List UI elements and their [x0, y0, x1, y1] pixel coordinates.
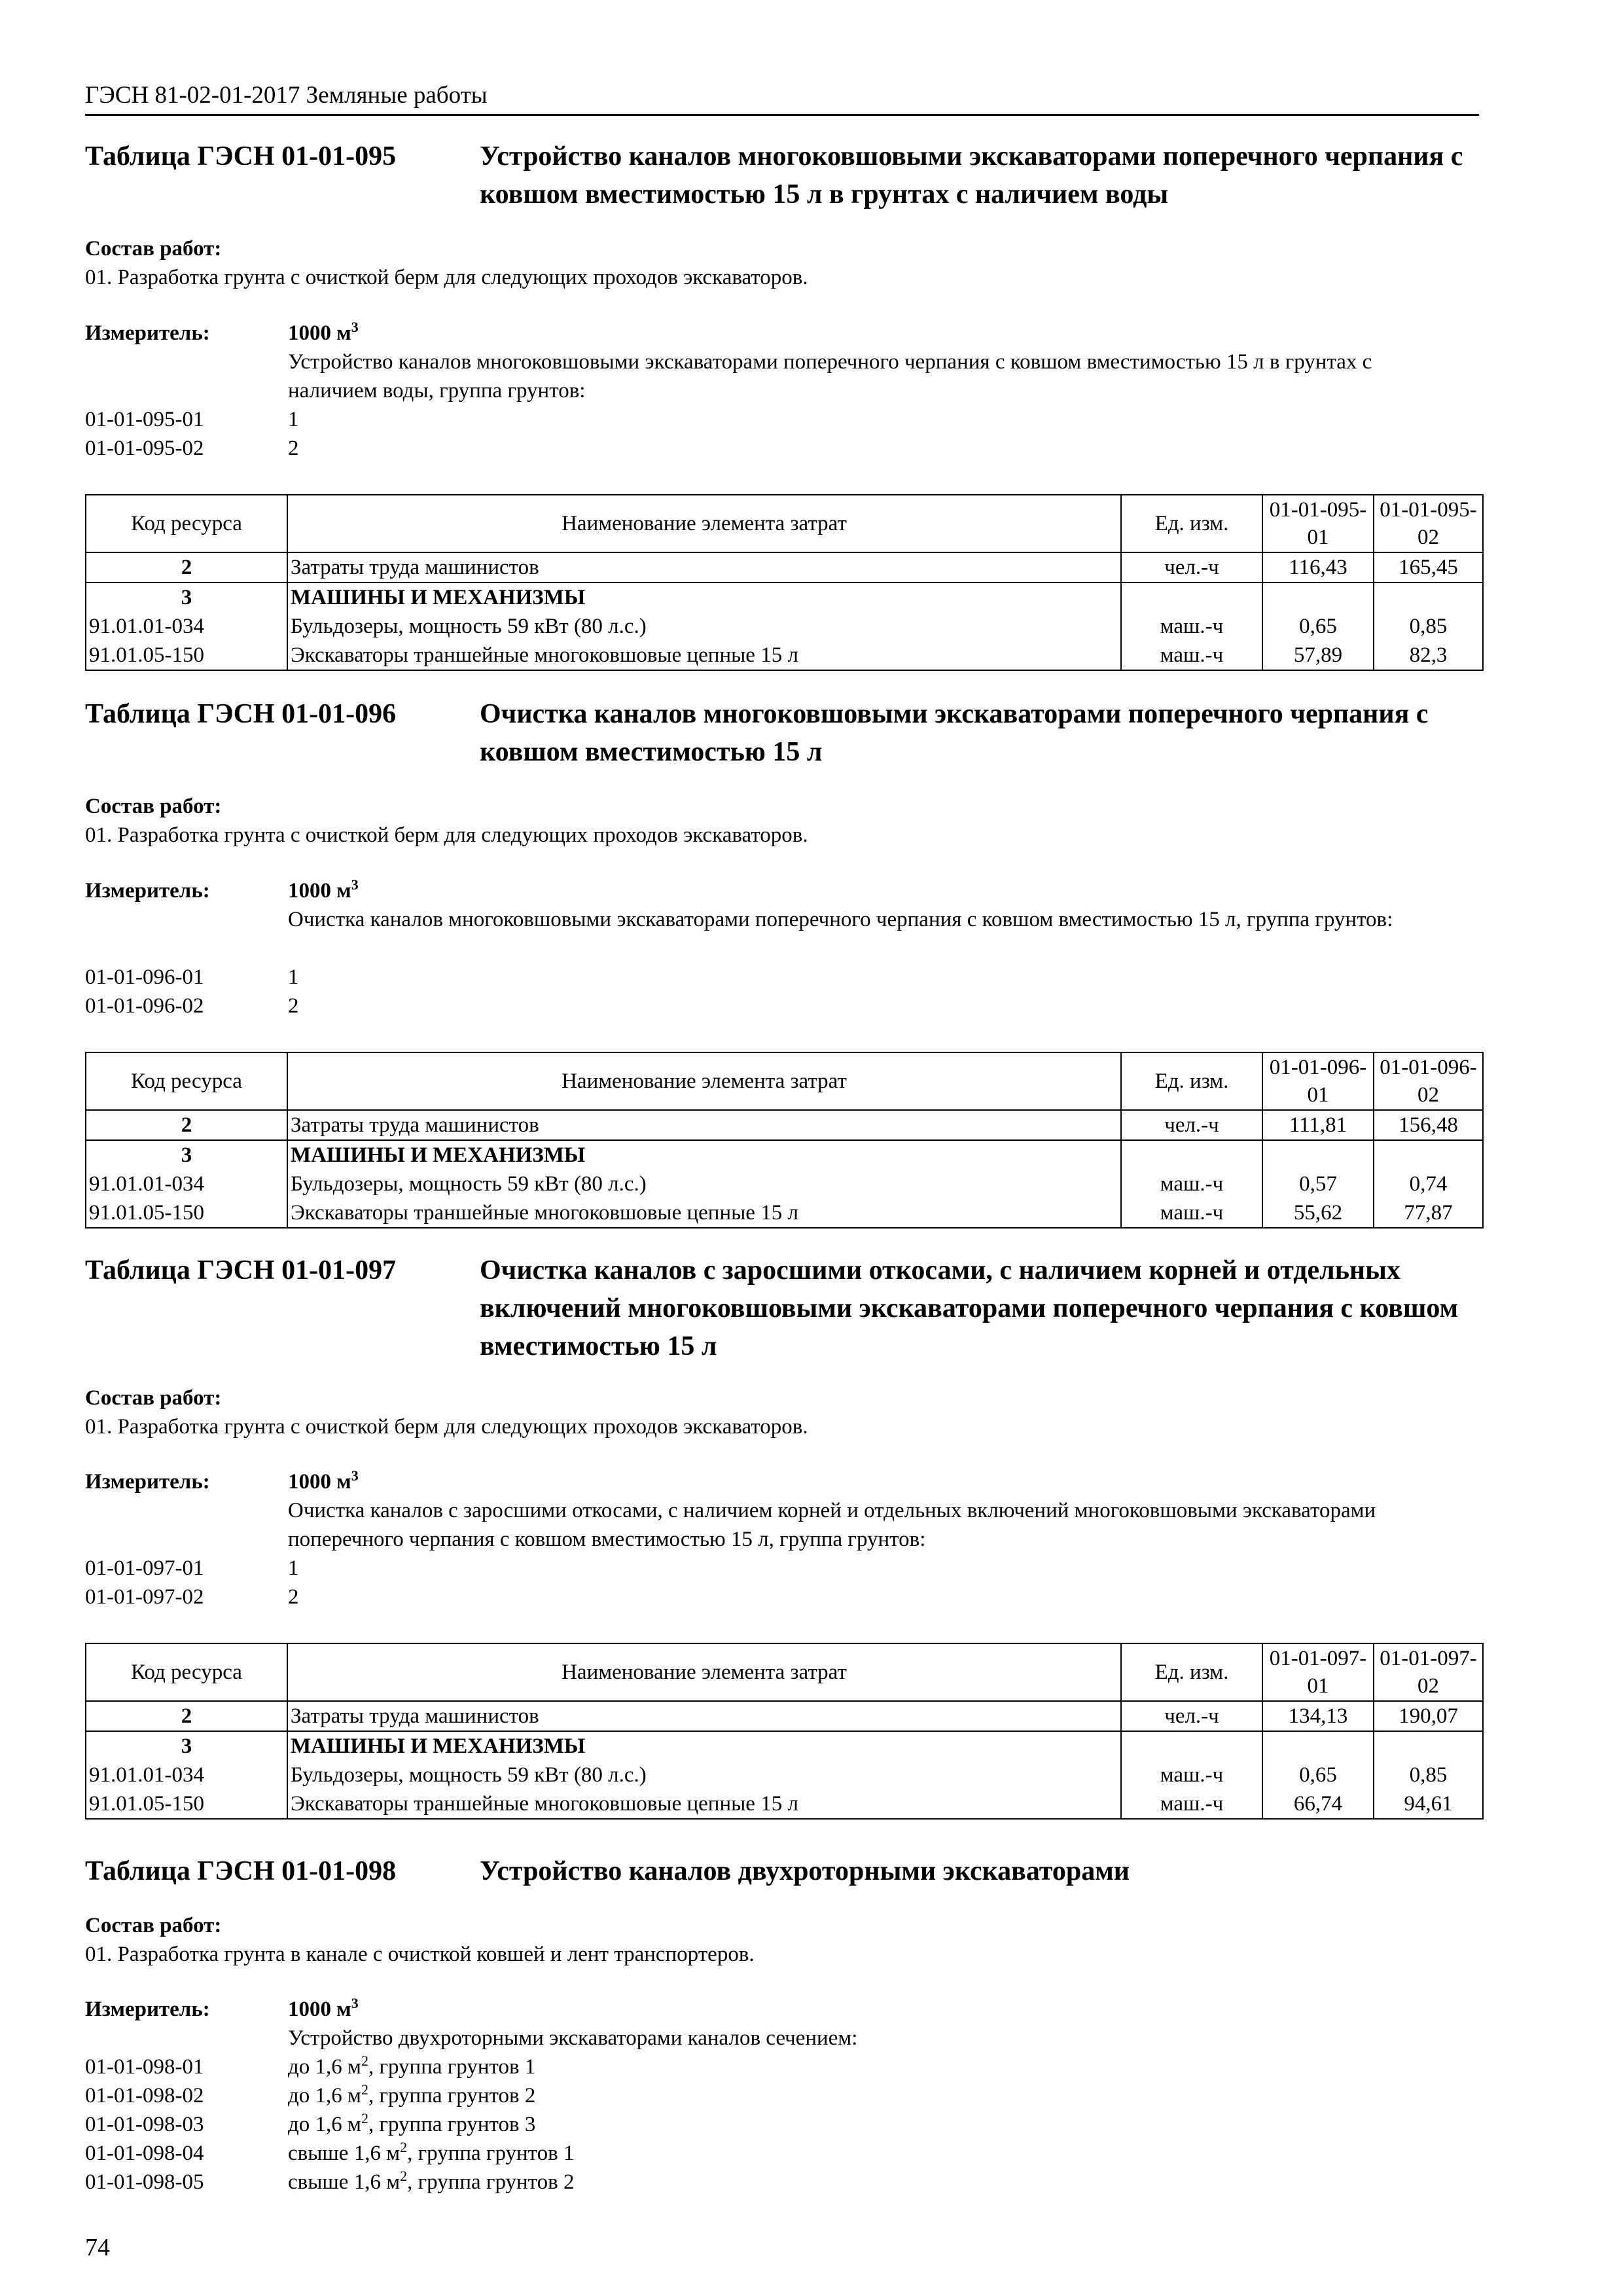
measure-description: Очистка каналов многоковшовыми экскаваторами поперечного черпания с ковшом вместимостью 15 л, группа грунтов:	[288, 908, 1393, 931]
resource-table	[85, 494, 1484, 671]
cell-code: 91.01.05-150	[86, 1789, 287, 1819]
table-label: Таблица ГЭСН 01-01-097	[85, 1255, 397, 1285]
resource-table	[85, 1052, 1484, 1229]
cell-value-2: 0,85	[1374, 612, 1483, 641]
code-row: 01-01-098-05 свыше 1,6 $м^2$, группа грунтов 2	[85, 2168, 575, 2194]
cell-unit	[1121, 583, 1262, 612]
cell-value-1: 0,65	[1262, 1761, 1374, 1789]
cell-value-2	[1374, 583, 1483, 612]
header-code: Код ресурса	[86, 1643, 287, 1701]
cell-unit: маш.-ч	[1121, 641, 1262, 670]
cell-code: 91.01.05-150	[86, 1198, 287, 1228]
cell-value-1: 0,65	[1262, 612, 1374, 641]
cell-value-1: 57,89	[1262, 641, 1374, 670]
cell-name: Затраты труда машинистов	[287, 1701, 1121, 1731]
measure-description: Устройство двухроторными экскаваторами каналов сечением:	[288, 2026, 858, 2050]
composition-label: Состав работ:	[85, 1386, 222, 1410]
cell-value-1: 111,81	[1262, 1110, 1374, 1140]
cell-unit	[1121, 1731, 1262, 1761]
cell-unit: чел.-ч	[1121, 1701, 1262, 1731]
table-row	[86, 1761, 1483, 1789]
header-name: Наименование элемента затрат	[287, 495, 1121, 552]
cell-code: 91.01.01-034	[86, 612, 287, 641]
measure-description: Устройство каналов многоковшовыми экскаваторами поперечного черпания с ковшом вместимостью 15 л в грунтах с наличием воды, группа грунтов:	[288, 350, 1372, 403]
cell-unit	[1121, 1140, 1262, 1170]
code-row: 01-01-098-02 до 1,6 $м^2$, группа грунтов 2	[85, 2081, 536, 2108]
header-unit: Ед. изм.	[1121, 1643, 1262, 1701]
cell-name: Бульдозеры, мощность 59 кВт (80 л.с.)	[287, 612, 1121, 641]
measure-label: Измеритель:	[85, 1998, 210, 2021]
cell-value-2: 94,61	[1374, 1789, 1483, 1819]
section-title: Устройство каналов двухроторными экскаваторами	[480, 1856, 1130, 1886]
table-row	[86, 1731, 1483, 1761]
code-row: 01-01-095-01 1	[85, 408, 299, 431]
cell-value-1: 66,74	[1262, 1789, 1374, 1819]
cell-name: МАШИНЫ И МЕХАНИЗМЫ	[287, 1140, 1121, 1170]
cell-value-2: 0,74	[1374, 1170, 1483, 1198]
composition-text: 01. Разработка грунта с очисткой берм для следующих проходов экскаваторов.	[85, 1415, 808, 1439]
cell-code: 3	[86, 583, 287, 612]
cell-unit: маш.-ч	[1121, 1789, 1262, 1819]
cell-value-1	[1262, 1731, 1374, 1761]
measure-label: Измеритель:	[85, 1470, 210, 1494]
measure-label: Измеритель:	[85, 321, 210, 345]
code-row: 01-01-097-01 1	[85, 1556, 299, 1580]
composition-text: 01. Разработка грунта в канале с очисткой ковшей и лент транспортеров.	[85, 1943, 755, 1966]
cell-value-1: 116,43	[1262, 552, 1374, 583]
measure-value: 1000 $м^3$	[288, 1467, 359, 1494]
cell-name: Экскаваторы траншейные многоковшовые цепные 15 л	[287, 641, 1121, 670]
cell-name: Затраты труда машинистов	[287, 1110, 1121, 1140]
code-row: 01-01-098-03 до 1,6 $м^2$, группа грунтов 3	[85, 2110, 536, 2136]
composition-label: Состав работ:	[85, 237, 222, 260]
section-title: Устройство каналов многоковшовыми экскаваторами поперечного черпания с ковшом вместимостью 15 л в грунтах с наличием воды	[480, 141, 1463, 209]
table-row	[86, 1198, 1483, 1228]
cell-value-2: 77,87	[1374, 1198, 1483, 1228]
cell-code: 91.01.01-034	[86, 1170, 287, 1198]
composition-text: 01. Разработка грунта с очисткой берм для следующих проходов экскаваторов.	[85, 823, 808, 847]
table-row	[86, 552, 1483, 583]
cell-unit: маш.-ч	[1121, 1761, 1262, 1789]
composition-text: 01. Разработка грунта с очисткой берм для следующих проходов экскаваторов.	[85, 266, 808, 289]
cell-code: 91.01.01-034	[86, 1761, 287, 1789]
cell-code: 2	[86, 1701, 287, 1731]
header-code: Код ресурса	[86, 495, 287, 552]
cell-name: Экскаваторы траншейные многоковшовые цепные 15 л	[287, 1198, 1121, 1228]
code-row: 01-01-098-01 до 1,6 $м^2$, группа грунтов 1	[85, 2053, 536, 2079]
code-row: 01-01-095-02 2	[85, 437, 299, 460]
measure-description: Очистка каналов с заросшими откосами, с наличием корней и отдельных включений многоковшовыми экскаваторами поперечного черпания с ковшом вместимостью 15 л, группа грунтов:	[288, 1499, 1376, 1551]
code-row: 01-01-096-01 1	[85, 965, 299, 989]
cell-unit: чел.-ч	[1121, 1110, 1262, 1140]
table-row	[86, 612, 1483, 641]
header-col-2: 01-01-096-02	[1374, 1052, 1483, 1110]
table-header-row	[86, 1052, 1483, 1110]
table-label: Таблица ГЭСН 01-01-096	[85, 699, 397, 729]
table-row	[86, 1701, 1483, 1731]
section-title: Очистка каналов с заросшими откосами, с наличием корней и отдельных включений многоковшовыми экскаваторами поперечного черпания с ковшом вместимостью 15 л	[480, 1255, 1459, 1361]
cell-unit: маш.-ч	[1121, 612, 1262, 641]
header-code: Код ресурса	[86, 1052, 287, 1110]
header-unit: Ед. изм.	[1121, 1052, 1262, 1110]
header-name: Наименование элемента затрат	[287, 1052, 1121, 1110]
cell-value-2: 82,3	[1374, 641, 1483, 670]
page-number: 74	[85, 2234, 110, 2261]
cell-name: МАШИНЫ И МЕХАНИЗМЫ	[287, 583, 1121, 612]
cell-name: Затраты труда машинистов	[287, 552, 1121, 583]
table-row	[86, 1789, 1483, 1819]
header-col-2: 01-01-095-02	[1374, 495, 1483, 552]
cell-value-2	[1374, 1731, 1483, 1761]
header-col-2: 01-01-097-02	[1374, 1643, 1483, 1701]
header-name: Наименование элемента затрат	[287, 1643, 1121, 1701]
table-label: Таблица ГЭСН 01-01-095	[85, 141, 397, 171]
cell-unit: маш.-ч	[1121, 1198, 1262, 1228]
code-row: 01-01-098-04 свыше 1,6 $м^2$, группа грунтов 1	[85, 2139, 575, 2165]
cell-value-1	[1262, 1140, 1374, 1170]
measure-value: 1000 $м^3$	[288, 319, 359, 345]
cell-value-2: 165,45	[1374, 552, 1483, 583]
table-row	[86, 583, 1483, 612]
cell-unit: маш.-ч	[1121, 1170, 1262, 1198]
cell-code: 3	[86, 1140, 287, 1170]
header-col-1: 01-01-096-01	[1262, 1052, 1374, 1110]
header-col-1: 01-01-097-01	[1262, 1643, 1374, 1701]
running-header: ГЭСН 81-02-01-2017 Земляные работы	[85, 77, 1479, 116]
cell-code: 2	[86, 552, 287, 583]
table-row	[86, 1170, 1483, 1198]
section-title: Очистка каналов многоковшовыми экскаваторами поперечного черпания с ковшом вместимостью 15 л	[480, 699, 1429, 767]
header-unit: Ед. изм.	[1121, 495, 1262, 552]
cell-value-1: 134,13	[1262, 1701, 1374, 1731]
code-row: 01-01-097-02 2	[85, 1585, 299, 1609]
cell-value-2	[1374, 1140, 1483, 1170]
cell-value-2: 190,07	[1374, 1701, 1483, 1731]
resource-table	[85, 1643, 1484, 1820]
cell-name: Бульдозеры, мощность 59 кВт (80 л.с.)	[287, 1761, 1121, 1789]
measure-value: 1000 $м^3$	[288, 1995, 359, 2021]
cell-code: 3	[86, 1731, 287, 1761]
table-header-row	[86, 495, 1483, 552]
code-row: 01-01-096-02 2	[85, 994, 299, 1018]
header-col-1: 01-01-095-01	[1262, 495, 1374, 552]
table-header-row	[86, 1643, 1483, 1701]
cell-value-2: 0,85	[1374, 1761, 1483, 1789]
cell-code: 91.01.05-150	[86, 641, 287, 670]
cell-value-2: 156,48	[1374, 1110, 1483, 1140]
cell-value-1: 0,57	[1262, 1170, 1374, 1198]
cell-name: Экскаваторы траншейные многоковшовые цепные 15 л	[287, 1789, 1121, 1819]
table-row	[86, 1110, 1483, 1140]
table-row	[86, 1140, 1483, 1170]
cell-unit: чел.-ч	[1121, 552, 1262, 583]
composition-label: Состав работ:	[85, 1914, 222, 1937]
cell-value-1	[1262, 583, 1374, 612]
cell-name: МАШИНЫ И МЕХАНИЗМЫ	[287, 1731, 1121, 1761]
cell-code: 2	[86, 1110, 287, 1140]
table-label: Таблица ГЭСН 01-01-098	[85, 1856, 397, 1886]
composition-label: Состав работ:	[85, 795, 222, 818]
cell-name: Бульдозеры, мощность 59 кВт (80 л.с.)	[287, 1170, 1121, 1198]
table-row	[86, 641, 1483, 670]
cell-value-1: 55,62	[1262, 1198, 1374, 1228]
measure-value: 1000 $м^3$	[288, 876, 359, 903]
measure-label: Измеритель:	[85, 879, 210, 903]
